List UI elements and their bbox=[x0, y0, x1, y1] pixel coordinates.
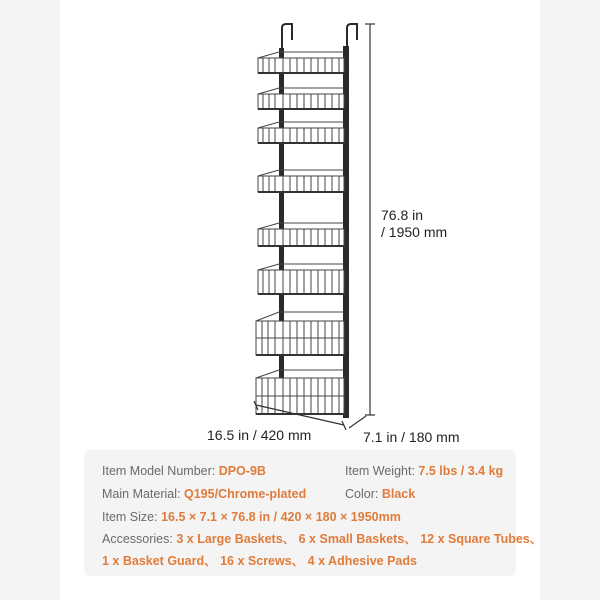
basket-5 bbox=[258, 223, 344, 246]
spec-accessories-label: Accessories: bbox=[102, 532, 173, 546]
basket-3 bbox=[258, 122, 344, 143]
depth-dimension-label: 7.1 in / 180 mm bbox=[363, 429, 460, 445]
door-hooks bbox=[282, 24, 357, 48]
height-millimeters: / 1950 mm bbox=[381, 224, 448, 240]
spec-weight bbox=[345, 463, 503, 479]
basket-1 bbox=[258, 52, 344, 73]
spec-material-label: Main Material: bbox=[102, 487, 181, 501]
spec-weight-label: Item Weight: bbox=[345, 464, 415, 478]
spec-material-value: Q195/Chrome-plated bbox=[183, 487, 307, 501]
width-dimension-label: 16.5 in / 420 mm bbox=[207, 427, 312, 443]
spec-color bbox=[345, 486, 415, 502]
basket-7 bbox=[256, 312, 344, 355]
dimension-lines bbox=[254, 24, 375, 430]
spec-color-label: Color: bbox=[345, 487, 379, 501]
basket-6 bbox=[258, 264, 344, 294]
spec-size-value: 16.5 × 7.1 × 76.8 in / 420 × 180 × 1950mm bbox=[161, 510, 401, 524]
baskets bbox=[256, 52, 344, 414]
spec-material bbox=[102, 486, 306, 502]
spec-model-value: DPO-9B bbox=[218, 464, 266, 478]
spec-model bbox=[102, 463, 266, 479]
spec-accessories-continued bbox=[102, 553, 417, 569]
spec-weight-value: 7.5 lbs / 3.4 kg bbox=[418, 464, 504, 478]
height-inches: 76.8 in bbox=[381, 207, 424, 223]
basket-2 bbox=[258, 88, 344, 109]
spec-color-value: Black bbox=[381, 487, 416, 501]
height-dimension-label bbox=[381, 207, 447, 241]
spec-model-label: Item Model Number: bbox=[102, 464, 216, 478]
spec-size bbox=[102, 509, 401, 525]
spec-size-label: Item Size: bbox=[102, 510, 158, 524]
spec-accessories-line2: 1 x Basket Guard、 16 x Screws、 4 x Adhesive Pads bbox=[102, 554, 417, 568]
basket-4 bbox=[258, 170, 344, 192]
spec-accessories-line1: 3 x Large Baskets、 6 x Small Baskets、 12 x Square Tubes、 bbox=[176, 532, 543, 546]
spec-accessories bbox=[102, 531, 542, 547]
